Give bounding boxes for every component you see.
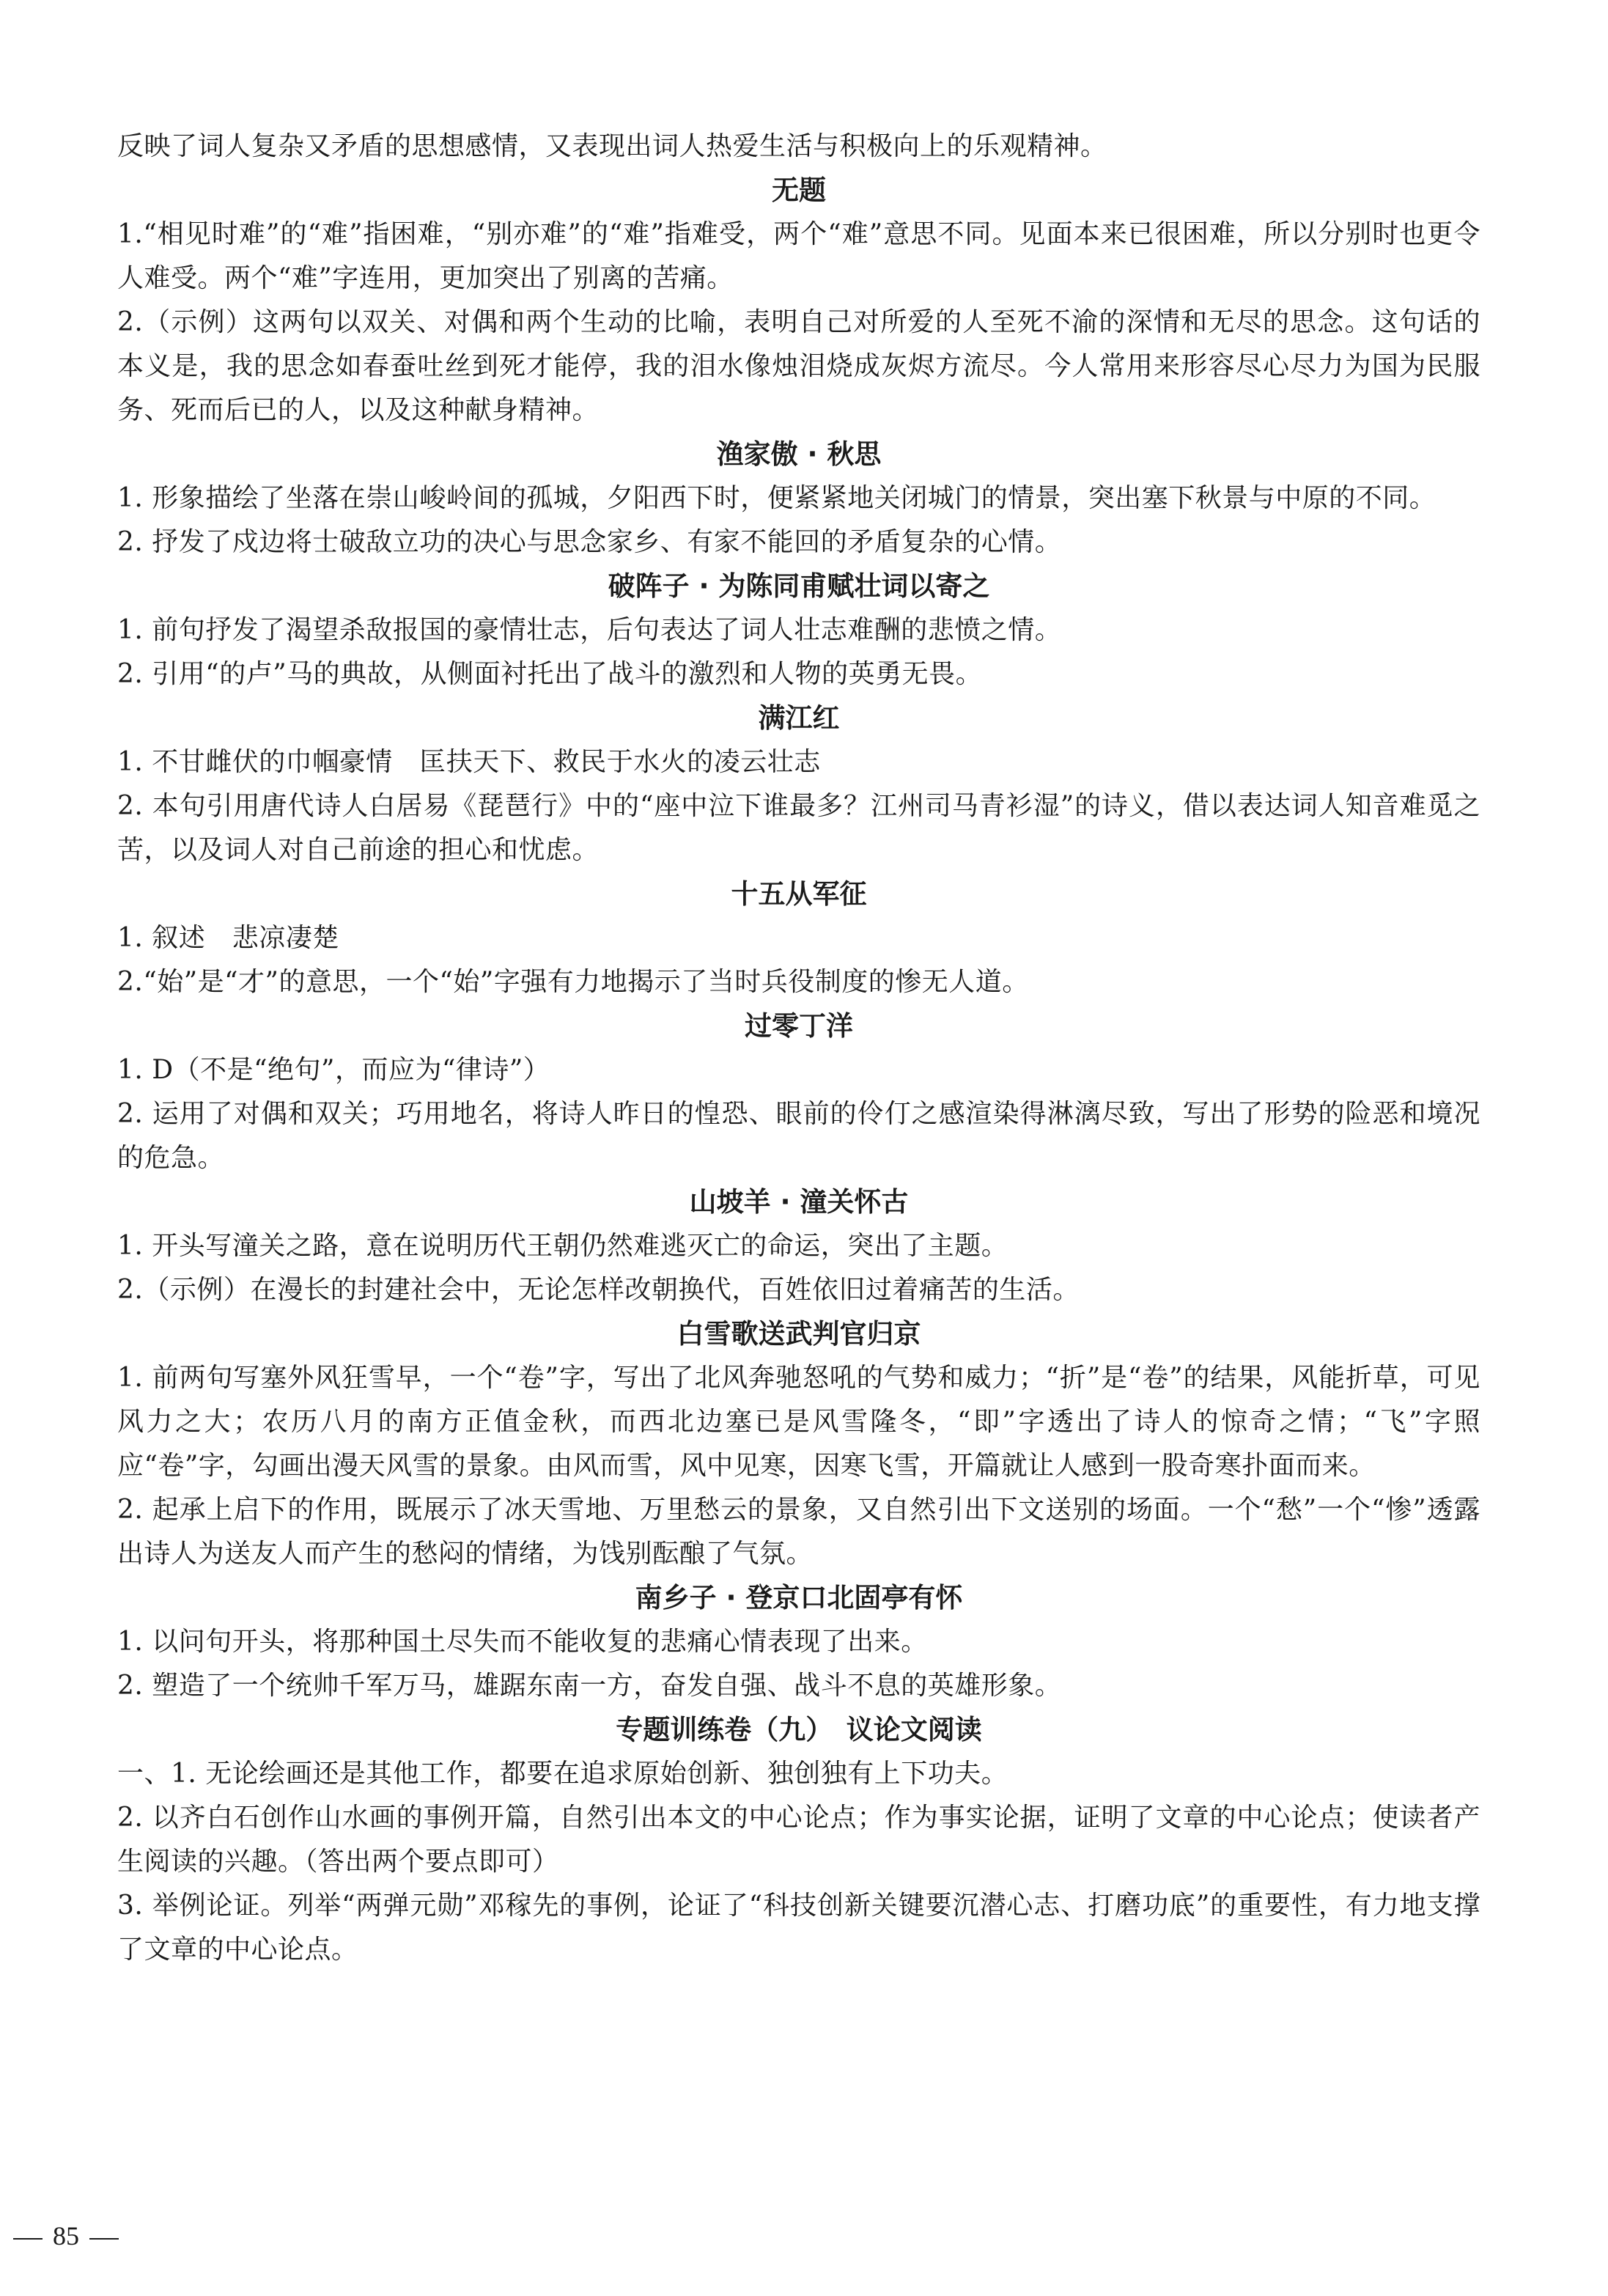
answer-paragraph: 2. 本句引用唐代诗人白居易《琵琶行》中的“座中泣下谁最多？江州司马青衫湿”的诗义，借以表达词人知音难觅之苦，以及词人对自己前途的担心和忧虑。 [117, 791, 1480, 865]
answer-paragraph: 1. 不甘雌伏的巾帼豪情 匡扶天下、救民于水火的凌云壮志 [117, 747, 821, 777]
answer-paragraph: 2. 抒发了戍边将士破敌立功的决心与思念家乡、有家不能回的矛盾复杂的心情。 [117, 527, 1062, 557]
section-heading: 白雪歌送武判官归京 [676, 1318, 921, 1350]
section-heading: 十五从军征 [731, 878, 867, 910]
answer-paragraph: 1. D（不是“绝句”，而应为“律诗”） [117, 1055, 550, 1085]
answer-paragraph: 3. 举例论证。列举“两弹元勋”邓稼先的事例，论证了“科技创新关键要沉潜心志、打磨功底”的重要性，有力地支撑了文章的中心论点。 [117, 1891, 1480, 1965]
answer-paragraph: 1. 以问句开头，将那种国土尽失而不能收复的悲痛心情表现了出来。 [117, 1627, 928, 1657]
section-heading: 破阵子 · 为陈同甫赋壮词以寄之 [608, 570, 990, 602]
answer-paragraph: 2.（示例）这两句以双关、对偶和两个生动的比喻，表明自己对所爱的人至死不渝的深情和无尽的思念。这句话的本义是，我的思念如春蚕吐丝到死才能停，我的泪水像烛泪烧成灰烬方流尽。今人常用来形容尽心尽力为国为民服务、死而后已的人，以及这种献身精神。 [117, 307, 1480, 425]
section-heading: 无题 [772, 174, 826, 206]
answer-paragraph: 1.“相见时难”的“难”指困难，“别亦难”的“难”指难受，两个“难”意思不同。见面本来已很困难，所以分别时也更令人难受。两个“难”字连用，更加突出了别离的苦痛。 [117, 219, 1480, 293]
answer-paragraph: 1. 前句抒发了渴望杀敌报国的豪情壮志，后句表达了词人壮志难酬的悲愤之情。 [117, 615, 1062, 645]
section-heading: 山坡羊 · 潼关怀古 [689, 1186, 909, 1218]
answer-paragraph: 1. 形象描绘了坐落在崇山峻岭间的孤城，夕阳西下时，便紧紧地关闭城门的情景，突出塞下秋景与中原的不同。 [117, 483, 1436, 513]
answer-paragraph: 2. 塑造了一个统帅千军万马，雄踞东南一方，奋发自强、战斗不息的英雄形象。 [117, 1671, 1062, 1701]
answer-paragraph: 1. 叙述 悲凉凄楚 [117, 923, 339, 953]
page-number [0, 2220, 129, 2252]
page-number-value: 85 [53, 2221, 79, 2251]
answer-paragraph: 2. 起承上启下的作用，既展示了冰天雪地、万里愁云的景象，又自然引出下文送别的场面。一个“愁”一个“惨”透露出诗人为送友人而产生的愁闷的情绪，为饯别酝酿了气氛。 [117, 1495, 1480, 1569]
answer-paragraph: 2. 引用“的卢”马的典故，从侧面衬托出了战斗的激烈和人物的英勇无畏。 [117, 659, 983, 689]
page-content [117, 125, 1480, 1972]
answer-paragraph: 2. 以齐白石创作山水画的事例开篇，自然引出本文的中心论点；作为事实论据，证明了文章的中心论点；使读者产生阅读的兴趣。（答出两个要点即可） [117, 1803, 1480, 1877]
section-heading: 满江红 [758, 702, 840, 734]
answer-paragraph: 1. 开头写潼关之路，意在说明历代王朝仍然难逃灭亡的命运，突出了主题。 [117, 1231, 1008, 1261]
answer-paragraph: 1. 前两句写塞外风狂雪早，一个“卷”字，写出了北风奔驰怒吼的气势和威力；“折”是“卷”的结果，风能折草，可见风力之大；农历八月的南方正值金秋，而西北边塞已是风雪隆冬，“即”字透出了诗人的惊奇之情；“飞”字照应“卷”字，勾画出漫天风雪的景象。由风而雪，风中见寒，因寒飞雪，开篇就让人感到一股奇寒扑面而来。 [117, 1363, 1480, 1481]
answer-paragraph: 一、1. 无论绘画还是其他工作，都要在追求原始创新、独创独有上下功夫。 [117, 1759, 1008, 1789]
section-heading: 南乡子 · 登京口北固亭有怀 [635, 1582, 963, 1614]
section-heading: 专题训练卷（九） 议论文阅读 [616, 1714, 982, 1745]
answer-paragraph: 2.“始”是“才”的意思，一个“始”字强有力地揭示了当时兵役制度的惨无人道。 [117, 967, 1029, 997]
answer-paragraph: 2.（示例）在漫长的封建社会中，无论怎样改朝换代，百姓依旧过着痛苦的生活。 [117, 1275, 1080, 1305]
section-heading: 过零丁洋 [745, 1010, 853, 1042]
section-heading: 渔家傲 · 秋思 [716, 438, 882, 470]
page-number-dash-left [13, 2238, 43, 2240]
answer-paragraph: 反映了词人复杂又矛盾的思想感情，又表现出词人热爱生活与积极向上的乐观精神。 [117, 131, 1107, 161]
page-number-dash-right [89, 2238, 119, 2240]
answer-paragraph: 2. 运用了对偶和双关；巧用地名，将诗人昨日的惶恐、眼前的伶仃之感渲染得淋漓尽致，写出了形势的险恶和境况的危急。 [117, 1099, 1480, 1173]
